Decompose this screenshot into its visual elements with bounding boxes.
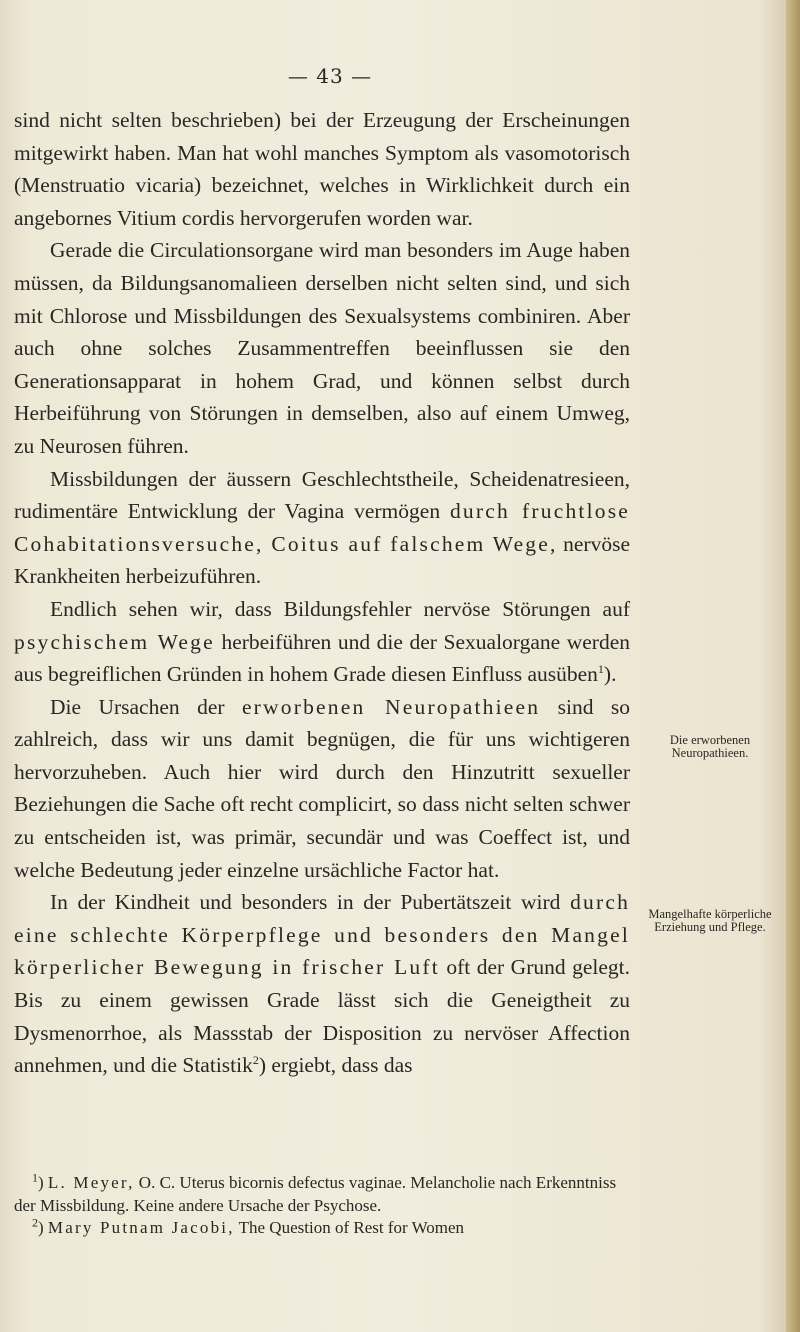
- paragraph: [14, 691, 630, 887]
- text-run: ).: [603, 662, 617, 687]
- page-number: — 43 —: [287, 64, 373, 88]
- body-text: [14, 104, 630, 1082]
- footnote-mark: 1: [32, 1170, 38, 1185]
- emphasized-text: erworbenen Neuropathieen: [241, 694, 541, 719]
- footnote: $^1$) L. Meyer, O. C. Uterus bicornis defectus vaginae. Melancholie nach Erkenntniss der Missbildung. Keine andere Ursache der Psychose.: [14, 1170, 617, 1215]
- text-run: sind so zahlreich, dass wir uns damit begnügen, die für uns wichtigeren hervorzuheben. Auch hier wird durch den Hinzutritt sexueller Beziehungen die Sache oft recht complicirt, so dass nicht selten schwer zu entscheiden ist, was primär, secundär und was Coeffect ist, und welche Bedeutung jeder einzelne ursächliche Factor hat.: [14, 694, 630, 882]
- emphasized-text: durch fruchtlose Cohabitationsversuche, Coitus auf falschem Wege,: [14, 499, 631, 556]
- text-run: Endlich sehen wir, dass Bildungsfehler nervöse Störungen auf: [50, 596, 630, 621]
- text-run: ) ergiebt, dass das: [258, 1053, 413, 1078]
- emphasized-text: psychischem Wege: [14, 629, 215, 654]
- paragraph: [14, 886, 630, 1082]
- footnote-ref: 2: [252, 1053, 259, 1068]
- footnote-author: L. Meyer,: [47, 1173, 135, 1192]
- footnotes: [14, 1172, 630, 1240]
- text-run: In der Kindheit und besonders in der Pubertätszeit wird: [50, 890, 561, 915]
- emphasized-text: durch eine schlechte Körperpflege und besonders den Mangel körperlicher Bewegung in frischer Luft: [14, 890, 631, 980]
- footnote: $^2$) Mary Putnam Jacobi, The Question of Rest for Women: [32, 1215, 465, 1237]
- footnote-text: O. C. Uterus bicornis defectus vaginae. Melancholie nach Erkenntniss der Missbildung. Keine andere Ursache der Psychose.: [14, 1173, 617, 1215]
- paragraph: Gerade die Circulationsorgane wird man besonders im Auge haben müssen, da Bildungsanomalieen derselben nicht selten sind, und sich mit Chlorose und Missbildungen des Sexualsystems combiniren. Aber auch ohne solches Zusammentreffen beeinflussen sie den Generationsapparat in hohem Grad, und können selbst durch Herbeiführung von Störungen in demselben, also auf einem Umweg, zu Neurosen führen.: [14, 238, 630, 458]
- paragraph: [14, 463, 630, 593]
- footnote-ref: 1: [597, 661, 604, 676]
- book-spine-edge: [786, 0, 800, 1332]
- margin-note-upbringing: Mangelhafte körperliche Erziehung und Pflege.: [648, 907, 772, 934]
- text-run: Die Ursachen der: [50, 694, 225, 719]
- text-run: Missbildungen der äussern Geschlechtstheile, Scheidenatresieen, rudimentäre Entwicklung der Vagina vermögen: [14, 466, 630, 524]
- paragraph: [14, 593, 630, 691]
- text-run: oft der Grund gelegt. Bis zu einem gewissen Grade lässt sich die Geneigtheit zu Dysmenorrhoe, als Massstab der Disposition zu nervöser Affection annehmen, und die Statistik: [14, 955, 630, 1078]
- text-run: nervöse Krankheiten herbeizuführen.: [14, 531, 631, 589]
- footnote-mark: 2: [32, 1215, 38, 1230]
- footnote-author: Mary Putnam Jacobi,: [47, 1218, 235, 1237]
- paragraph: sind nicht selten beschrieben) bei der Erzeugung der Erscheinungen mitgewirkt haben. Man hat wohl manches Symptom als vasomotorisch (Menstruatio vicaria) bezeichnet, welches in Wirklichkeit durch ein angebornes Vitium cordis hervorgerufen worden war.: [14, 108, 630, 230]
- text-run: herbeiführen und die der Sexualorgane werden aus begreiflichen Gründen in hohem Grade diesen Einfluss ausüben: [14, 629, 630, 687]
- margin-note-acquired: Die erworbenen Neuropathieen.: [669, 733, 751, 760]
- footnote-text: The Question of Rest for Women: [238, 1218, 465, 1237]
